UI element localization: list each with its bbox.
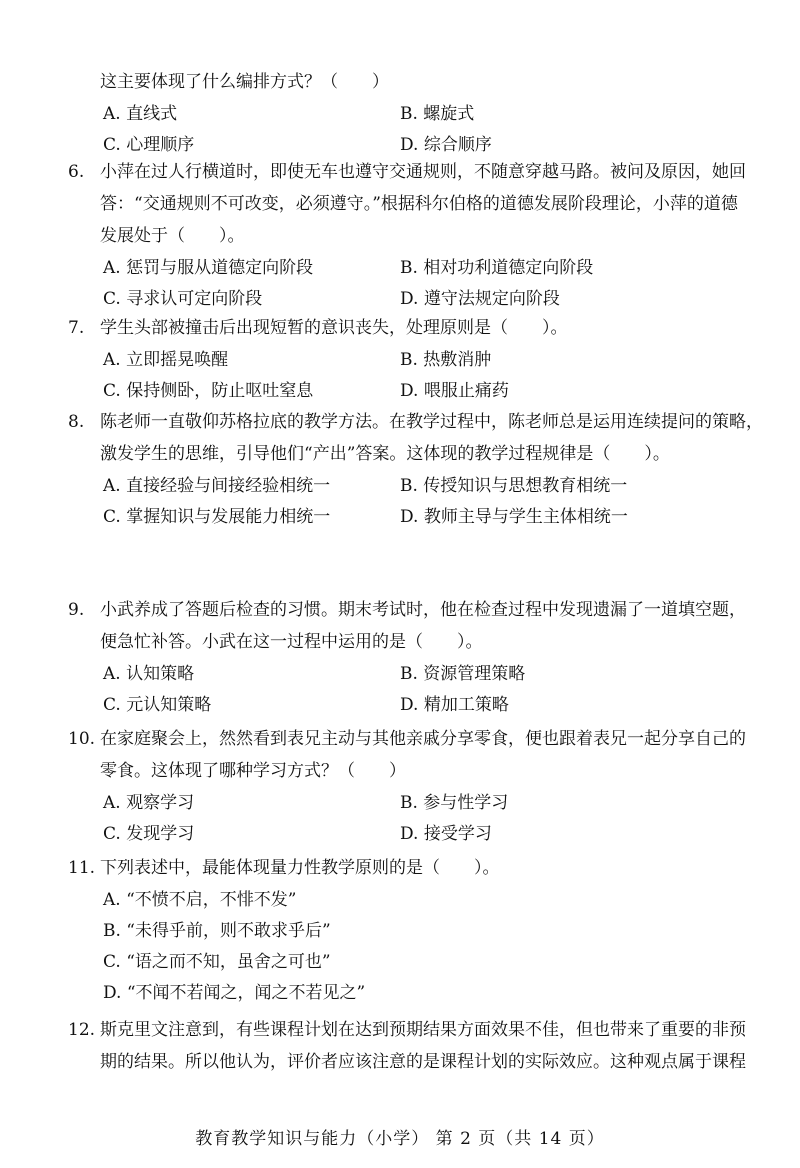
question-number: 10. — [68, 729, 96, 749]
option: C. 心理顺序 — [103, 135, 195, 155]
option: B. 相对功利道德定向阶段 — [400, 258, 594, 278]
option: D. 喂服止痛药 — [400, 381, 509, 401]
option: D. 遵守法规定向阶段 — [400, 289, 560, 309]
question-stem-line: 在家庭聚会上，然然看到表兄主动与其他亲戚分享零食，便也跟着表兄一起分享自己的 — [100, 729, 746, 749]
option: D. 接受学习 — [400, 824, 492, 844]
option: A. 认知策略 — [103, 664, 195, 684]
question-number: 8. — [68, 412, 85, 432]
question-stem-line: 激发学生的思维，引导他们“产出”答案。这体现的教学过程规律是（ ）。 — [100, 444, 670, 464]
option: B. 资源管理策略 — [400, 664, 526, 684]
option: A. 直接经验与间接经验相统一 — [103, 476, 331, 496]
question-number: 9. — [68, 600, 85, 620]
question-stem-line: 斯克里文注意到，有些课程计划在达到预期结果方面效果不佳，但也带来了重要的非预 — [100, 1020, 746, 1040]
option: C. 发现学习 — [103, 824, 195, 844]
question-number: 6. — [68, 162, 85, 182]
question-stem-line: 期的结果。所以他认为，评价者应该注意的是课程计划的实际效应。这种观点属于课程 — [100, 1052, 746, 1072]
option: B. “未得乎前，则不敢求乎后” — [103, 921, 331, 941]
question-number: 11. — [68, 858, 96, 878]
option: B. 传授知识与思想教育相统一 — [400, 476, 628, 496]
option: A. 直线式 — [103, 104, 178, 124]
question-stem-line: 答：“交通规则不可改变，必须遵守。”根据科尔伯格的道德发展阶段理论，小萍的道德 — [100, 194, 738, 214]
page-footer: 教育教学知识与能力（小学） 第 2 页（共 14 页） — [195, 1129, 605, 1149]
question-stem-line: 下列表述中，最能体现量力性教学原则的是（ ）。 — [100, 858, 500, 878]
question-stem-line: 学生头部被撞击后出现短暂的意识丧失，处理原则是（ ）。 — [100, 318, 568, 338]
option: C. 元认知策略 — [103, 695, 212, 715]
option: A. “不愤不启，不悱不发” — [103, 890, 297, 910]
option: D. 教师主导与学生主体相统一 — [400, 507, 628, 527]
option: C. 保持侧卧，防止呕吐窒息 — [103, 381, 314, 401]
question-stem-line: 小武养成了答题后检查的习惯。期末考试时，他在检查过程中发现遗漏了一道填空题， — [100, 600, 746, 620]
option: D. “不闻不若闻之，闻之不若见之” — [103, 983, 366, 1003]
option: D. 精加工策略 — [400, 695, 509, 715]
question-stem-line: 陈老师一直敬仰苏格拉底的教学方法。在教学过程中，陈老师总是运用连续提问的策略， — [100, 412, 763, 432]
option: C. 寻求认可定向阶段 — [103, 289, 263, 309]
question-stem-line: 发展处于（ ）。 — [100, 226, 245, 246]
question-stem-line: 小萍在过人行横道时，即使无车也遵守交通规则，不随意穿越马路。被问及原因，她回 — [100, 162, 746, 182]
question-stem-line: 这主要体现了什么编排方式？（ ） — [100, 72, 389, 92]
option: B. 螺旋式 — [400, 104, 475, 124]
option: B. 热敷消肿 — [400, 350, 492, 370]
question-stem-line: 便急忙补答。小武在这一过程中运用的是（ ）。 — [100, 632, 483, 652]
question-number: 12. — [68, 1020, 96, 1040]
question-number: 7. — [68, 318, 85, 338]
option: A. 观察学习 — [103, 793, 195, 813]
option: A. 立即摇晃唤醒 — [103, 350, 229, 370]
option: C. “语之而不知，虽舍之可也” — [103, 952, 331, 972]
option: A. 惩罚与服从道德定向阶段 — [103, 258, 314, 278]
question-stem-line: 零食。这体现了哪种学习方式？（ ） — [100, 761, 406, 781]
option: B. 参与性学习 — [400, 793, 509, 813]
option: C. 掌握知识与发展能力相统一 — [103, 507, 331, 527]
option: D. 综合顺序 — [400, 135, 492, 155]
